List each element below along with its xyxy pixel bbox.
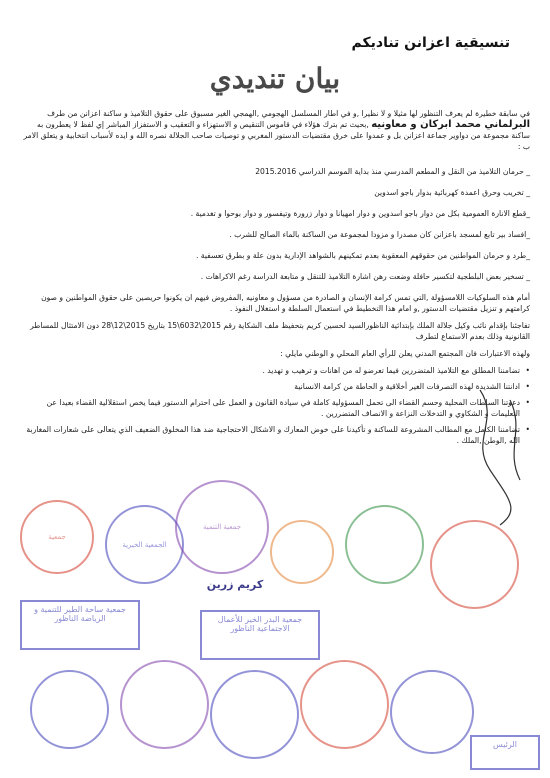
intro-text-before: في سابقة خطيرة لم يعرف التنظور لها مثيلا و لا نظيرا ,و في اطار المسلسل الهجومي ,الهمجي الغير مسبوق على حقوق التلاميذ و ساكنة اعزانن من طرف [47, 109, 530, 118]
declaration-4: • تضامننا الكامل مع المطالب المشروعة للساكنة و تأكيدنا على خوض المعارك و الاشكال الاحتجاجية ضد هذا المخلوق الضعيف الذي يتعالى على شعارات المغاربة الله ,الوطن ,الملك . [22, 424, 530, 446]
point-1: _ حرمان التلاميذ من النقل و المطعم المدرسي منذ بداية الموسم الدراسي 2015.2016 [255, 167, 530, 176]
stamp-text: جمعية ساحة الطير للتنمية و الرياضة الناظور [34, 605, 126, 623]
stamp-text: جمعية [48, 533, 66, 541]
stamp-rect-president [470, 735, 540, 770]
declaration-1: • تضامننا المطلق مع التلاميذ المتضررين فيما تعرضو له من اهانات و ترهيب و تهديد . [22, 365, 530, 376]
point-2: _ تخريب وحرق اعمدة كهربائية بدوار باجو اسدوين [374, 188, 530, 197]
stamp-bottom-5 [390, 670, 474, 754]
stamp-blue-1 [105, 505, 184, 584]
point-6: _ تسخير بعض البلطجية لتكسير حافلة وضعت رهن اشارة التلاميذ للتنقل و متابعة الدراسة رغم الاكراهات . [200, 272, 530, 281]
stamp-green [345, 505, 424, 584]
stamp-text: الرئيس [493, 740, 517, 749]
stamp-bottom-2 [120, 660, 209, 749]
declaration-2: • ادانتنا الشديدة لهذه التصرفات الغير أخلاقية و الحاطة من كرامة الانسانية [22, 381, 530, 392]
paragraph-3: ولهذه الاعتبارات فان المجتمع المدني يعلن للرأي العام المحلي و الوطني مايلي : [280, 349, 530, 358]
stamp-text: جمعية التنمية [202, 523, 242, 531]
document-title: بيان تنديدي [209, 62, 341, 95]
intro-paragraph [22, 108, 530, 152]
point-5: _طرد و حرمان المواطنين من حقوقهم المعقوبة بعدم تمكينهم بالشواهد الإدارية بدون علة و بطرق تعسفية . [195, 251, 530, 260]
paragraph-2: تفاجئنا بإقدام نائب وكيل جلالة الملك بإبتدائية الناظورالسيد لحسين كريم بتحفيظ ملف الشكاية رقم 2015\6032\15 بتاريخ 2015\12\28 دون الامتثال للمساطر القانونية وذلك بعدم الاستماع لتطرف [30, 321, 530, 341]
signature-scribble [470, 380, 540, 530]
stamp-bottom-4 [300, 660, 389, 749]
intro-text-after: ,بحيث تم بترك هؤلاء في قاموس التنقيص و الاستهزاء و التعقيب و الاستفزاز المباشر إي لفظ لا يعطرون به ساكنة مجموعة من دواوير جماعة اعزانن بل و عمدوا على خرق مقتضيات الدستور المغربي و توصيات صاحب الجلالة نصره الله و ايده لأسباب انتخابية و يتعلق الامر ب : [23, 120, 530, 151]
point-4: _افساد بير تابع لمسجد باعزانن كان مصدرا و مزودا لمجموعة من الساكنة بالماء الصالح للشرب . [229, 230, 530, 239]
stamp-rect-mid [200, 610, 320, 660]
intro-name: البرلماني محمد ابركان و معاونيه [371, 119, 530, 130]
document-body [22, 108, 530, 451]
declaration-3: • دعوتنا السلطات المحلية وحسم القضاء الى تحمل المسؤولية كاملة في سيادة القانون و العمل على احترام الدستور فيما يخص استقلالية القضاء بعيدا عن التعليمات و الشكاوي و التدخلات النزاعة و الانصاف المتضررين . [22, 397, 530, 419]
stamp-rect-left [20, 600, 140, 650]
stamp-bottom-3 [210, 670, 299, 759]
stamp-text: جمعية البدر الخير للأعمال الاجتماعية الناظور [217, 615, 303, 633]
point-3: _قطع الانارة العمومية بكل من دوار باجو اسدوين و دوار امهيانا و دوار زرورة وتيفسور و دوار بوحوا و تغدمية . [190, 209, 530, 218]
stamp-orange [270, 520, 334, 584]
stamp-bottom-1 [30, 670, 109, 749]
footer-name: كريم زرين [206, 578, 264, 591]
stamp-red-left [20, 500, 94, 574]
stamp-purple [175, 480, 269, 574]
paragraph-1: أمام هذه السلوكيات اللامسؤولة ,التي تمس كرامة الإنسان و الصادرة من مسؤول و معاونيه ,المفروض فيهم ان يكونوا حريصين على حقوق المواطنين و صون كرامتهم و تنزيل مقتضيات الدستور ,و امام هذا التخطيط في استعمال السلطة و استغلال النفوذ . [41, 293, 530, 313]
stamp-red-right [430, 520, 519, 609]
organization-header: تنسيقية اعزانن تناديكم [351, 35, 510, 51]
stamp-text: الجمعية الخيرية [122, 540, 167, 549]
